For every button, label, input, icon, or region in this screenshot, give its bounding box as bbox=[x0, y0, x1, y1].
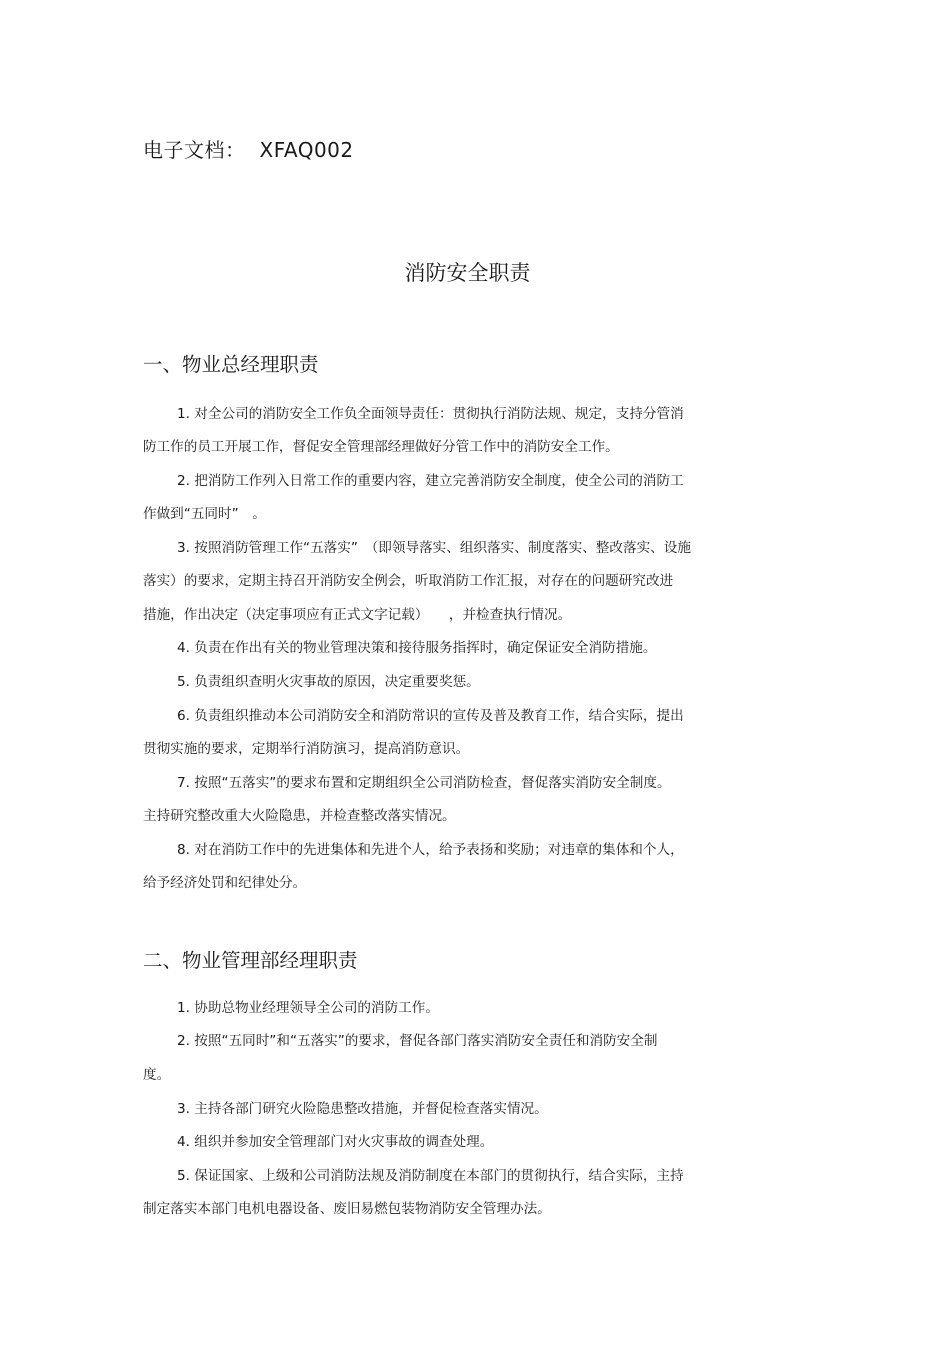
paragraph-line: 4. 组织并参加安全管理部门对火灾事故的调查处理。 bbox=[177, 1134, 494, 1150]
paragraph-line: 2. 按照“五同时”和“五落实”的要求，督促各部门落实消防安全责任和消防安全制 bbox=[177, 1033, 658, 1049]
paragraph-line: 制定落实本部门电机电器设备、废旧易燃包装物消防安全管理办法。 bbox=[143, 1201, 551, 1217]
paragraph-line: 度。 bbox=[143, 1067, 171, 1083]
paragraph-line: 3. 按照消防管理工作“五落实” （即领导落实、组织落实、制度落实、整改落实、设施 bbox=[177, 540, 691, 556]
paragraph-line: 贯彻实施的要求，定期举行消防演习，提高消防意识。 bbox=[143, 741, 470, 757]
document-id-code: XFAQ002 bbox=[259, 138, 354, 162]
document-id-label: 电子文档： bbox=[143, 138, 246, 162]
paragraph-line: 5. 保证国家、上级和公司消防法规及消防制度在本部门的贯彻执行，结合实际，主持 bbox=[177, 1168, 684, 1184]
document-id bbox=[143, 134, 354, 163]
paragraph-line: 1. 协助总物业经理领导全公司的消防工作。 bbox=[177, 1000, 439, 1016]
paragraph-line: 1. 对全公司的消防安全工作负全面领导责任：贯彻执行消防法规、规定，支持分管消 bbox=[177, 406, 684, 422]
paragraph-line: 作做到“五同时” 。 bbox=[143, 506, 266, 522]
paragraph-line: 措施，作出决定（决定事项应有正式文字记载） ，并检查执行情况。 bbox=[143, 607, 572, 623]
paragraph-line: 2. 把消防工作列入日常工作的重要内容，建立完善消防安全制度，使全公司的消防工 bbox=[177, 473, 684, 489]
paragraph-line: 3. 主持各部门研究火险隐患整改措施，并督促检查落实情况。 bbox=[177, 1101, 548, 1117]
paragraph-line: 给予经济处罚和纪律处分。 bbox=[143, 875, 307, 891]
section-heading-general-manager: 一、物业总经理职责 bbox=[143, 353, 319, 376]
page-title: 消防安全职责 bbox=[404, 261, 531, 285]
section-heading-property-manager: 二、物业管理部经理职责 bbox=[143, 949, 358, 972]
paragraph-line: 落实）的要求，定期主持召开消防安全例会，听取消防工作汇报，对存在的问题研究改进 bbox=[143, 573, 674, 589]
paragraph-line: 防工作的员工开展工作，督促安全管理部经理做好分管工作中的消防安全工作。 bbox=[143, 439, 619, 455]
paragraph-line: 5. 负责组织查明火灾事故的原因，决定重要奖惩。 bbox=[177, 674, 480, 690]
paragraph-line: 主持研究整改重大火险隐患，并检查整改落实情况。 bbox=[143, 808, 456, 824]
paragraph-line: 8. 对在消防工作中的先进集体和先进个人，给予表扬和奖励；对违章的集体和个人， bbox=[177, 842, 684, 858]
paragraph-line: 4. 负责在作出有关的物业管理决策和接待服务指挥时，确定保证安全消防措施。 bbox=[177, 640, 657, 656]
paragraph-line: 6. 负责组织推动本公司消防安全和消防常识的宣传及普及教育工作，结合实际，提出 bbox=[177, 708, 684, 724]
paragraph-line: 7. 按照“五落实”的要求布置和定期组织全公司消防检查，督促落实消防安全制度。 bbox=[177, 775, 671, 791]
